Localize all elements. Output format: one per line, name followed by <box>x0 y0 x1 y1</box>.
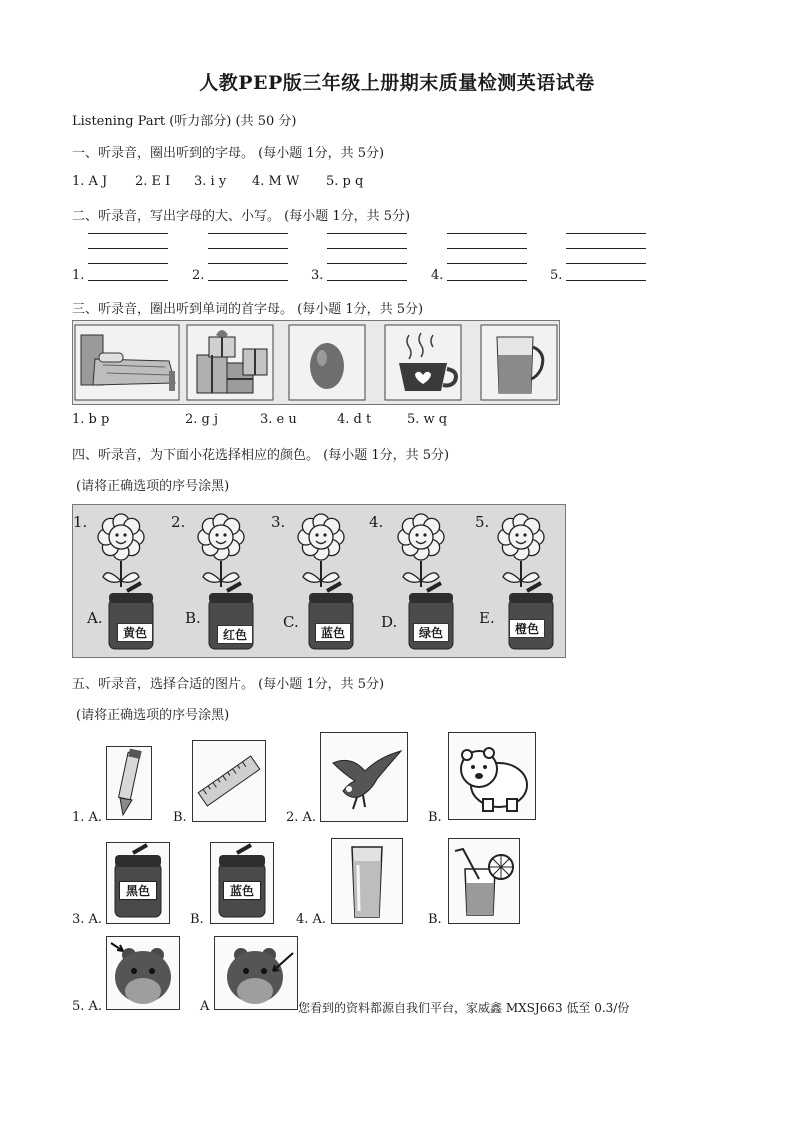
flower-4 <box>398 514 444 587</box>
question-label: 4. A. <box>296 912 327 927</box>
section1-item: 5. p q <box>326 174 364 189</box>
paint-letter: A. <box>87 609 103 627</box>
paint-letter: B. <box>185 609 201 627</box>
gift-picture <box>187 325 273 400</box>
section2-number: 3. <box>311 268 324 283</box>
pencil-picture <box>106 746 152 820</box>
paint-jar-label: 橙色 <box>509 619 545 638</box>
section3-item: 2. g j <box>185 412 219 427</box>
flower-5 <box>498 514 544 587</box>
section2-number: 2. <box>192 268 205 283</box>
section3-picture-strip <box>72 320 560 405</box>
section3-item: 4. d t <box>337 412 372 427</box>
section1-item: 1. A J <box>72 174 108 189</box>
question-label: 1. A. <box>72 810 103 825</box>
section2-number: 4. <box>431 268 444 283</box>
page-title: 人教PEP版三年级上册期末质量检测英语试卷 <box>199 72 595 94</box>
paint-jar-label: 绿色 <box>413 623 449 642</box>
option-label: B. <box>173 810 187 825</box>
section3-item: 3. e u <box>260 412 297 427</box>
flower-number: 3. <box>271 513 286 531</box>
section3-heading: 三、听录音，圈出听到单词的首字母。 (每小题 1分，共 5分) <box>72 302 424 317</box>
orange-juice-picture <box>448 838 520 924</box>
section4-heading: 四、听录音，为下面小花选择相应的颜色。 (每小题 1分，共 5分) <box>72 448 450 463</box>
section1-item: 2. E I <box>135 174 171 189</box>
water-glass-picture <box>331 838 403 924</box>
paint-jar-label: 黑色 <box>119 881 157 900</box>
section1-heading: 一、听录音，圈出听到的字母。 (每小题 1分，共 5分) <box>72 146 385 161</box>
section1-item: 3. i y <box>194 174 227 189</box>
paint-jar-label: 蓝色 <box>223 881 261 900</box>
paint-jar-label: 红色 <box>217 625 253 644</box>
question-label: 2. A. <box>286 810 317 825</box>
flower-paint-panel <box>72 504 566 658</box>
paint-jar-blue-picture <box>210 842 274 924</box>
paint-jar-label: 蓝色 <box>315 623 351 642</box>
paint-letter: E. <box>479 609 495 627</box>
tea-picture <box>385 325 461 400</box>
section2-number: 5. <box>550 268 563 283</box>
juice-picture <box>481 325 557 400</box>
section1-item: 4. M W <box>252 174 300 189</box>
hippo-picture-2 <box>214 936 298 1010</box>
paint-jar-5 <box>509 583 553 649</box>
section5-note: (请将正确选项的序号涂黑) <box>76 708 230 723</box>
section2-heading: 二、听录音，写出字母的大、小写。 (每小题 1分，共 5分) <box>72 209 411 224</box>
watermark-text: 您看到的资料都源自我们平台，家威鑫 MXSJ663 低至 0.3/份 <box>298 1001 630 1015</box>
section2-number: 1. <box>72 268 85 283</box>
section4-note: (请将正确选项的序号涂黑) <box>76 479 230 494</box>
listening-header: Listening Part (听力部分) (共 50 分) <box>72 114 297 129</box>
bed-picture <box>75 325 179 400</box>
bird-picture <box>320 732 408 822</box>
flower-2 <box>198 514 244 587</box>
section3-item: 1. b p <box>72 412 110 427</box>
section5-heading: 五、听录音，选择合适的图片。 (每小题 1分，共 5分) <box>72 677 385 692</box>
hippo-picture <box>106 936 180 1010</box>
flower-number: 1. <box>73 513 88 531</box>
flower-number: 5. <box>475 513 490 531</box>
egg-picture <box>289 325 365 400</box>
paint-letter: D. <box>381 613 398 631</box>
option-label: A <box>200 999 210 1014</box>
paint-jar-black-picture <box>106 842 170 924</box>
flower-3 <box>298 514 344 587</box>
flower-1 <box>98 514 144 587</box>
option-label: B. <box>428 912 442 927</box>
section3-item: 5. w q <box>407 412 448 427</box>
question-label: 5. A. <box>72 999 103 1014</box>
flower-number: 2. <box>171 513 186 531</box>
option-label: B. <box>428 810 442 825</box>
paint-jar-label: 黄色 <box>117 623 153 642</box>
ruler-picture <box>192 740 266 822</box>
option-label: B. <box>190 912 204 927</box>
paint-letter: C. <box>283 613 299 631</box>
bear-picture <box>448 732 536 820</box>
question-label: 3. A. <box>72 912 103 927</box>
flower-number: 4. <box>369 513 384 531</box>
